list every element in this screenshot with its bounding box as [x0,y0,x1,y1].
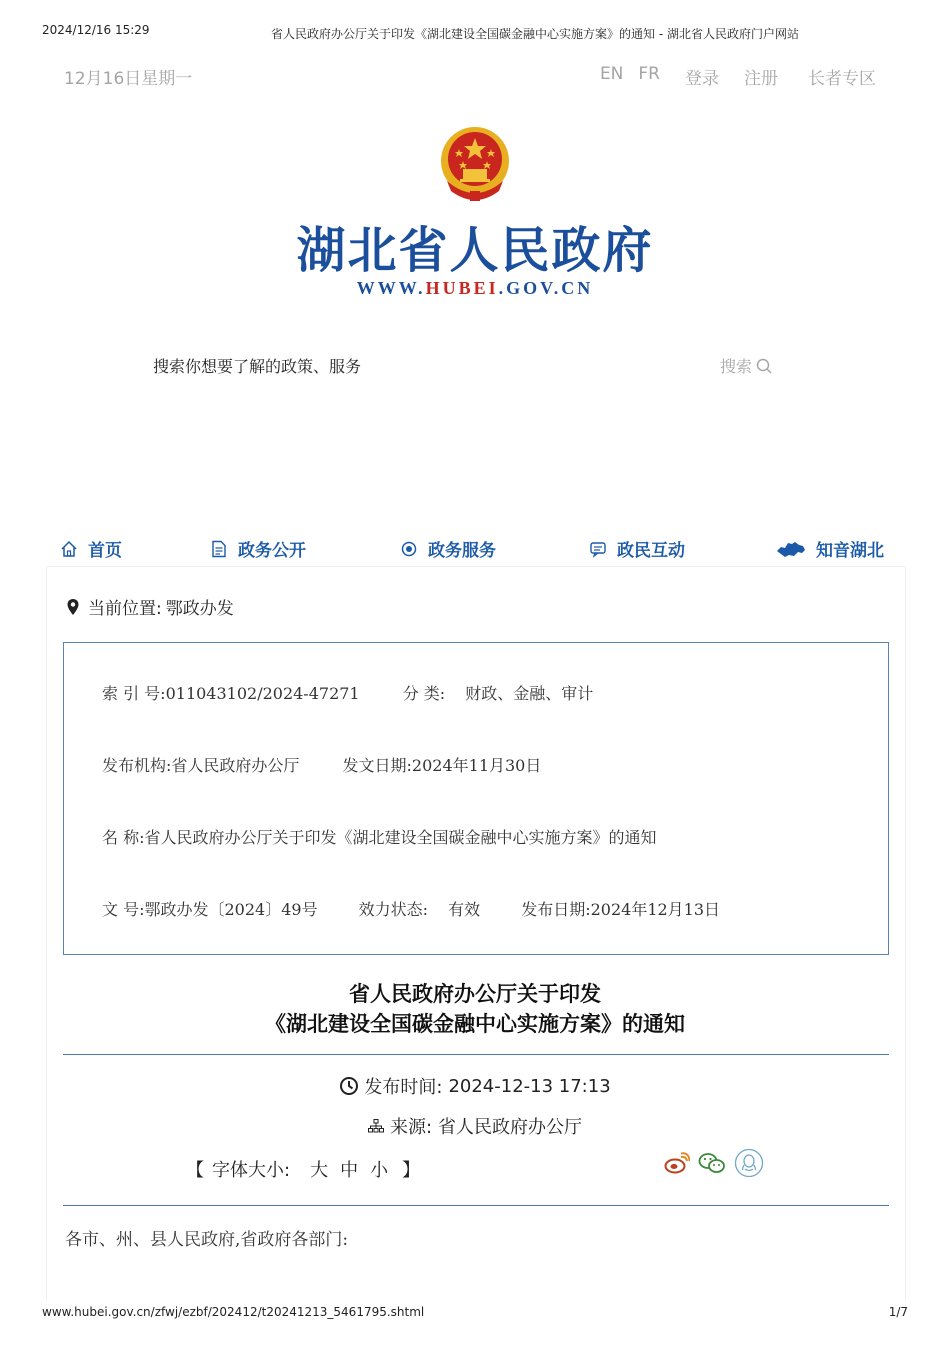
font-size-bracket-open: 【 [186,1160,204,1181]
print-page-number: 1/7 [888,1305,908,1319]
breadcrumb-label: 当前位置: [88,599,162,619]
document-meta-box [63,642,889,955]
lang-en-link[interactable]: EN [599,64,624,84]
main-nav [0,536,950,564]
article-title-line-2: 《湖北建设全国碳金融中心实施方案》的通知 [265,1012,685,1036]
meta-row-index [102,681,593,704]
share-wechat-button[interactable] [698,1152,726,1174]
meta-issuer-label: 发布机构: [102,756,172,775]
meta-doc-no-label: 文 号: [102,900,145,919]
share-weibo-button[interactable] [664,1152,690,1174]
publish-time-value: 2024-12-13 17:13 [448,1075,611,1097]
font-size-control [186,1156,420,1182]
meta-publish-date-value: 2024年12月13日 [590,900,721,919]
meta-category-label: 分 类: [402,684,446,703]
nav-gov-services-label: 政务服务 [428,541,496,561]
article-source [0,1113,950,1139]
source-label: 来源: [389,1117,433,1138]
meta-name-value: 省人民政府办公厅关于印发《湖北建设全国碳金融中心实施方案》的通知 [144,828,657,847]
title-divider [63,1054,889,1055]
home-icon [60,540,78,558]
nav-zhiyin-hubei[interactable] [776,536,884,561]
article-title-line-1: 省人民政府办公厅关于印发 [349,982,601,1006]
print-url: www.hubei.gov.cn/zfwj/ezbf/202412/t20241213_5461795.shtml [42,1305,425,1319]
lang-fr-link[interactable]: FR [638,64,660,84]
register-link[interactable]: 注册 [744,69,778,89]
font-size-small-button[interactable]: 小 [370,1160,389,1181]
elderly-zone-link[interactable]: 长者专区 [808,69,876,89]
meta-divider [63,1205,889,1206]
meta-publish-date-label: 发布日期: [521,900,591,919]
font-size-bracket-close: 】 [402,1160,421,1181]
weibo-icon [664,1152,690,1174]
meta-name-label: 名 称: [102,828,145,847]
publish-time [0,1073,950,1099]
meta-index-value: 011043102/2024-47271 [165,684,360,703]
login-link[interactable]: 登录 [685,69,719,89]
share-bar [664,1148,772,1178]
meta-issue-date-label: 发文日期: [342,756,412,775]
font-size-large-button[interactable]: 大 [310,1160,329,1181]
meta-issue-date-value: 2024年11月30日 [411,756,542,775]
breadcrumb-current[interactable]: 鄂政办发 [165,599,234,619]
site-url [0,278,950,299]
site-url-prefix: WWW. [356,278,426,298]
site-url-domain: HUBEI [425,278,499,298]
national-emblem-icon [437,125,513,203]
topbar-links [585,64,876,89]
breadcrumb [66,594,234,619]
source-value: 省人民政府办公厅 [438,1117,583,1138]
qq-icon [734,1148,764,1178]
nav-interaction[interactable] [589,536,685,561]
nav-home[interactable] [60,536,122,561]
nav-gov-affairs-open[interactable] [210,536,306,561]
print-page-title: 省人民政府办公厅关于印发《湖北建设全国碳金融中心实施方案》的通知 - 湖北省人民政府门户网站 [271,27,799,41]
meta-issuer-value: 省人民政府办公厅 [171,756,300,775]
print-timestamp: 2024/12/16 15:29 [42,23,150,37]
service-icon [400,540,418,558]
meta-index-label: 索 引 号: [102,684,166,703]
nav-home-label: 首页 [88,541,122,561]
clock-icon [339,1076,359,1096]
meta-row-name [102,825,657,848]
search-button-label: 搜索 [720,357,753,376]
sitemap-icon [368,1119,384,1133]
site-title: 湖北省人民政府 [296,221,654,279]
document-icon [210,540,228,558]
chat-icon [589,540,607,558]
meta-status-value: 有效 [448,900,481,919]
meta-row-issuer [102,753,541,776]
meta-category-value: 财政、金融、审计 [465,684,594,703]
site-url-suffix: .GOV.CN [498,278,594,298]
nav-gov-affairs-open-label: 政务公开 [238,541,306,561]
publish-time-label: 发布时间: [364,1077,443,1098]
search-input[interactable] [153,354,673,378]
search-button[interactable] [720,354,773,377]
search-icon [755,357,773,375]
hubei-map-icon [776,539,806,559]
meta-status-label: 效力状态: [358,900,429,919]
nav-gov-services[interactable] [400,536,496,561]
location-pin-icon [66,598,80,616]
meta-doc-no-value: 鄂政办发〔2024〕49号 [144,900,318,919]
nav-interaction-label: 政民互动 [617,541,685,561]
article-body-first-line: 各市、州、县人民政府,省政府各部门: [65,1230,349,1250]
font-size-medium-button[interactable]: 中 [340,1160,359,1181]
nav-zhiyin-hubei-label: 知音湖北 [816,541,884,561]
current-date: 12月16日星期一 [64,69,193,89]
meta-row-doc-no [102,897,720,920]
font-size-label: 字体大小: [212,1160,291,1181]
wechat-icon [698,1152,726,1174]
share-qq-button[interactable] [734,1148,764,1178]
